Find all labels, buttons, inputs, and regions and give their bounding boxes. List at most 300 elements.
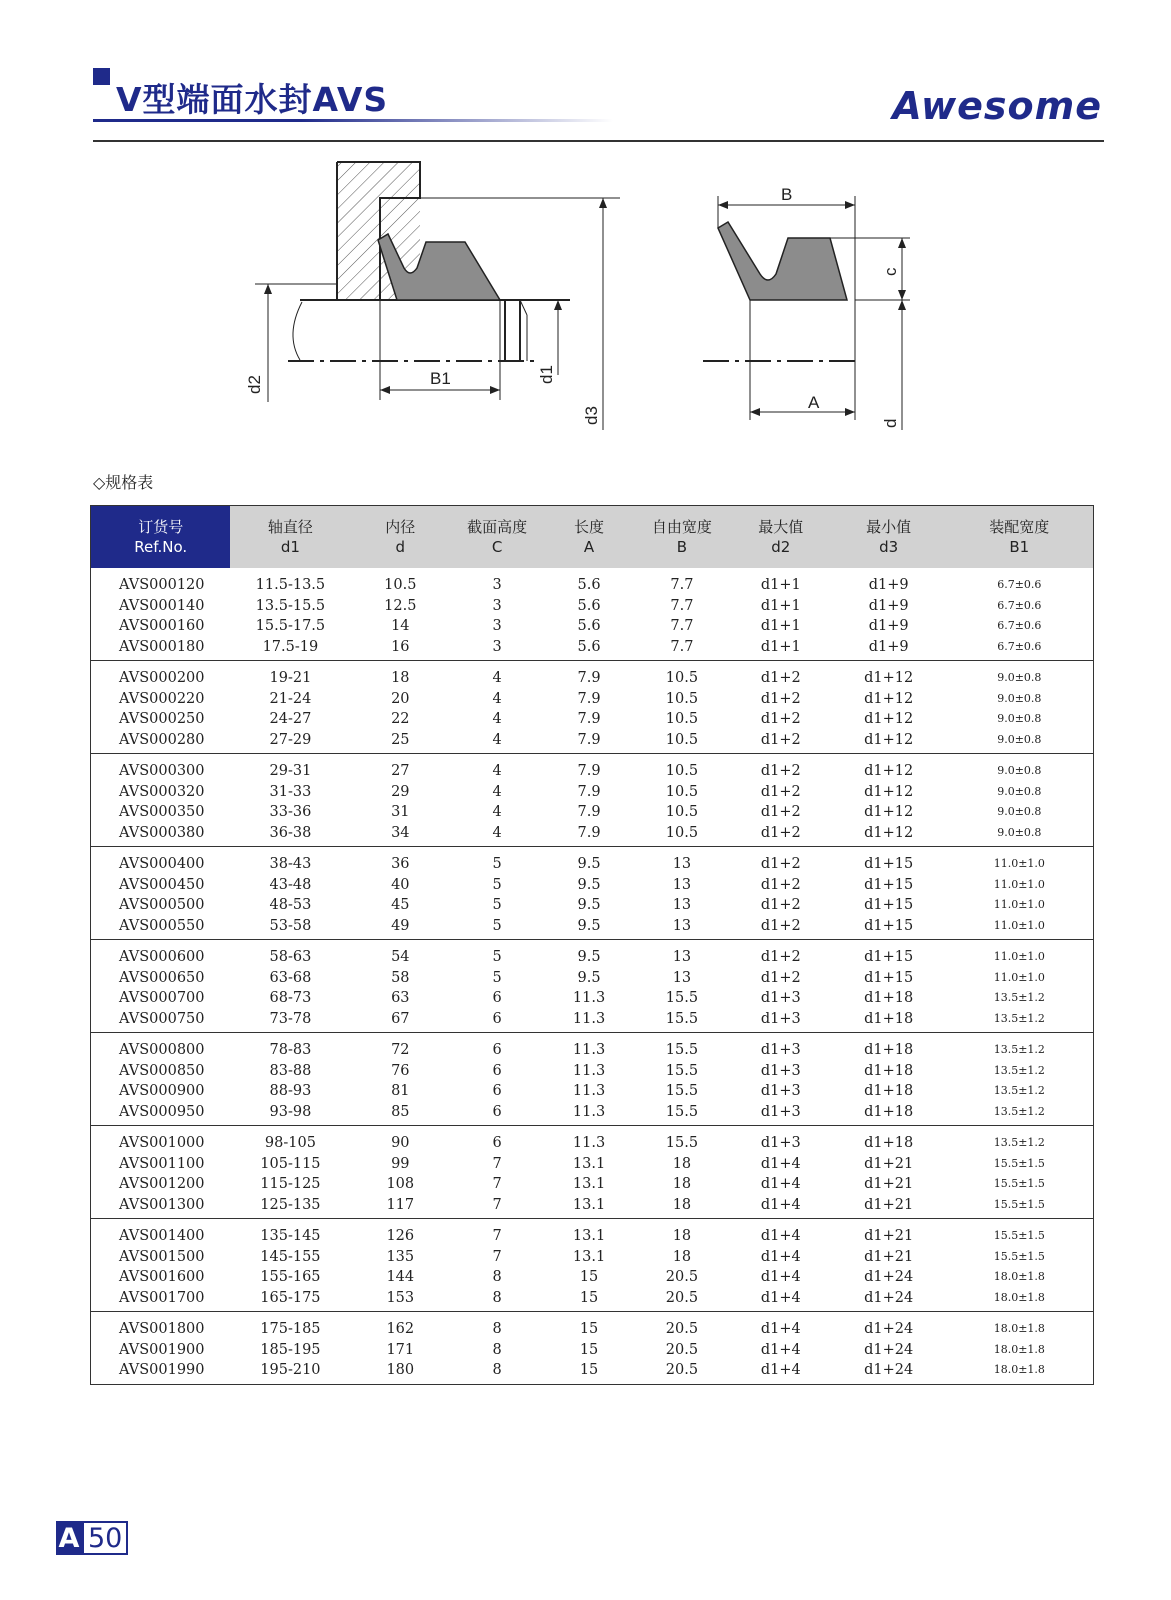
section-height-cell: 5 bbox=[492, 876, 502, 893]
shaft-diameter-cell: 38-43 bbox=[230, 847, 350, 875]
dim-label-A: A bbox=[808, 393, 820, 412]
min-d3-cell: d1+24 bbox=[864, 1341, 914, 1358]
max-d2-cell: d1+2 bbox=[760, 731, 801, 748]
fitted-width-cell: 11.0±1.0 bbox=[993, 970, 1045, 984]
max-d2-cell: d1+2 bbox=[760, 969, 801, 986]
title-underline bbox=[93, 119, 613, 122]
min-d3-cell: d1+15 bbox=[864, 969, 914, 986]
fitted-width-cell: 13.5±1.2 bbox=[993, 1011, 1045, 1025]
header-symbol: B1 bbox=[1009, 538, 1030, 556]
ref-no-cell: AVS000320 bbox=[119, 783, 205, 800]
max-d2-cell: d1+1 bbox=[760, 638, 801, 655]
fitted-width-cell: 6.7±0.6 bbox=[997, 598, 1042, 612]
min-d3-cell: d1+9 bbox=[868, 577, 909, 593]
section-height-cell: 8 bbox=[492, 1289, 502, 1306]
max-d2-cell: d1+2 bbox=[760, 824, 801, 841]
fitted-width-cell: 6.7±0.6 bbox=[997, 578, 1042, 591]
shaft-diameter-cell: 58-63 bbox=[230, 940, 350, 968]
fitted-width-cell: 9.0±0.8 bbox=[997, 784, 1042, 798]
max-d2-cell: d1+2 bbox=[760, 783, 801, 800]
inner-diameter-cell: 85 bbox=[391, 1103, 410, 1120]
length-cell: 11.3 bbox=[572, 1062, 606, 1079]
inner-diameter-cell: 99 bbox=[391, 1155, 410, 1172]
shaft-diameter-cell: 115-125 bbox=[260, 1176, 321, 1192]
max-d2-cell: d1+4 bbox=[760, 1176, 801, 1192]
min-d3-cell: d1+24 bbox=[832, 1312, 946, 1340]
table-row bbox=[91, 616, 1094, 637]
inner-diameter-cell: 10.5 bbox=[384, 577, 417, 593]
fitted-width-cell: 18.0±1.8 bbox=[993, 1363, 1045, 1376]
free-width-cell: 15.5 bbox=[665, 990, 699, 1006]
table-header-d2 bbox=[730, 506, 832, 569]
min-d3-cell: d1+9 bbox=[868, 638, 909, 655]
section-height-cell: 6 bbox=[492, 1010, 502, 1027]
length-cell: 15 bbox=[579, 1362, 599, 1378]
ref-no-cell: AVS000280 bbox=[119, 731, 205, 748]
dim-label-d2: d2 bbox=[245, 375, 264, 394]
shaft-diameter-cell: 43-48 bbox=[269, 876, 312, 893]
min-d3-cell: d1+24 bbox=[864, 1269, 914, 1285]
free-width-cell: 10.5 bbox=[665, 804, 699, 820]
length-cell: 7.9 bbox=[577, 804, 601, 820]
fitted-width-cell: 11.0±1.0 bbox=[993, 918, 1045, 932]
table-row bbox=[91, 637, 1094, 661]
free-width-cell: 7.7 bbox=[670, 597, 694, 614]
length-cell: 9.5 bbox=[577, 917, 601, 934]
free-width-cell: 18 bbox=[672, 1196, 692, 1213]
max-d2-cell: d1+3 bbox=[730, 1033, 832, 1061]
length-cell: 13.1 bbox=[544, 1219, 634, 1247]
table-row bbox=[91, 916, 1094, 940]
fitted-width-cell: 11.0±1.0 bbox=[993, 898, 1045, 911]
table-row bbox=[91, 988, 1094, 1009]
max-d2-cell: d1+4 bbox=[760, 1196, 801, 1213]
ref-no-cell: AVS001400 bbox=[91, 1219, 231, 1247]
header-label: 最小值 bbox=[866, 518, 912, 536]
shaft-diameter-cell: 175-185 bbox=[230, 1312, 350, 1340]
length-cell: 13.1 bbox=[572, 1196, 606, 1213]
length-cell: 15 bbox=[544, 1312, 634, 1340]
max-d2-cell: d1+2 bbox=[760, 711, 801, 727]
ref-no-cell: AVS000750 bbox=[119, 1010, 205, 1027]
length-cell: 9.5 bbox=[544, 940, 634, 968]
section-height-cell: 4 bbox=[492, 690, 502, 707]
header-symbol: d2 bbox=[771, 538, 791, 556]
ref-no-cell: AVS000900 bbox=[119, 1083, 205, 1099]
free-width-cell: 15.5 bbox=[665, 1010, 699, 1027]
min-d3-cell: d1+12 bbox=[832, 754, 946, 782]
section-height-cell: 4 bbox=[492, 731, 502, 748]
shaft-diameter-cell: 88-93 bbox=[269, 1083, 312, 1099]
table-row bbox=[91, 782, 1094, 803]
free-width-cell: 10.5 bbox=[665, 824, 699, 841]
section-height-cell: 7 bbox=[450, 1219, 544, 1247]
free-width-cell: 13 bbox=[634, 940, 730, 968]
section-height-cell: 5 bbox=[492, 897, 502, 913]
section-height-cell: 5 bbox=[450, 940, 544, 968]
fitted-width-cell: 15.5±1.5 bbox=[993, 1156, 1045, 1170]
inner-diameter-cell: 16 bbox=[391, 638, 410, 655]
table-header-d bbox=[350, 506, 450, 569]
table-row bbox=[91, 1267, 1094, 1288]
max-d2-cell: d1+3 bbox=[760, 1062, 801, 1079]
table-row bbox=[91, 1061, 1094, 1082]
brand-logo: Awesome bbox=[892, 84, 1102, 128]
free-width-cell: 15.5 bbox=[665, 1062, 699, 1079]
length-cell: 13.1 bbox=[572, 1176, 606, 1192]
ref-no-cell: AVS001500 bbox=[119, 1248, 205, 1265]
max-d2-cell: d1+2 bbox=[760, 876, 801, 893]
inner-diameter-cell: 81 bbox=[391, 1083, 410, 1099]
max-d2-cell: d1+2 bbox=[730, 661, 832, 689]
table-row bbox=[91, 1154, 1094, 1175]
section-height-cell: 6 bbox=[450, 1126, 544, 1154]
inner-diameter-cell: 171 bbox=[386, 1341, 415, 1358]
section-height-cell: 3 bbox=[492, 577, 502, 593]
max-d2-cell: d1+1 bbox=[760, 618, 801, 634]
min-d3-cell: d1+21 bbox=[832, 1219, 946, 1247]
table-row bbox=[91, 1126, 1094, 1154]
table-row bbox=[91, 661, 1094, 689]
section-height-cell: 6 bbox=[492, 1062, 502, 1079]
table-header-d1 bbox=[230, 506, 350, 569]
ref-no-cell: AVS000550 bbox=[119, 917, 205, 934]
inner-diameter-cell: 45 bbox=[391, 897, 410, 913]
min-d3-cell: d1+12 bbox=[864, 824, 914, 841]
free-width-cell: 7.7 bbox=[670, 638, 694, 655]
spec-table-label: ◇规格表 bbox=[93, 473, 154, 492]
min-d3-cell: d1+12 bbox=[864, 690, 914, 707]
inner-diameter-cell: 34 bbox=[391, 824, 410, 841]
ref-no-cell: AVS000700 bbox=[119, 990, 205, 1006]
header-label: 轴直径 bbox=[267, 518, 313, 536]
free-width-cell: 13 bbox=[672, 897, 692, 913]
free-width-cell: 10.5 bbox=[665, 690, 699, 707]
table-row bbox=[91, 1033, 1094, 1061]
section-height-cell: 4 bbox=[492, 783, 502, 800]
table-row bbox=[91, 847, 1094, 875]
min-d3-cell: d1+12 bbox=[832, 661, 946, 689]
ref-no-cell: AVS000950 bbox=[119, 1103, 205, 1120]
table-row bbox=[91, 568, 1094, 596]
table-header-a bbox=[544, 506, 634, 569]
length-cell: 7.9 bbox=[544, 661, 634, 689]
free-width-cell: 10.5 bbox=[634, 661, 730, 689]
ref-no-cell: AVS000800 bbox=[91, 1033, 231, 1061]
free-view bbox=[703, 185, 910, 430]
ref-no-cell: AVS001000 bbox=[91, 1126, 231, 1154]
header-divider bbox=[93, 140, 1104, 142]
inner-diameter-cell: 144 bbox=[386, 1269, 415, 1285]
page-header bbox=[0, 0, 1171, 150]
ref-no-cell: AVS000120 bbox=[119, 577, 205, 593]
length-cell: 9.5 bbox=[544, 847, 634, 875]
seal-drawing bbox=[0, 150, 1171, 450]
ref-no-cell: AVS000200 bbox=[91, 661, 231, 689]
fitted-width-cell: 15.5±1.5 bbox=[993, 1249, 1045, 1263]
shaft-diameter-cell: 155-165 bbox=[260, 1269, 321, 1285]
shaft-diameter-cell: 98-105 bbox=[230, 1126, 350, 1154]
free-width-cell: 10.5 bbox=[665, 783, 699, 800]
section-height-cell: 4 bbox=[450, 754, 544, 782]
free-width-cell: 20.5 bbox=[634, 1312, 730, 1340]
min-d3-cell: d1+24 bbox=[864, 1362, 914, 1378]
length-cell: 13.1 bbox=[572, 1155, 606, 1172]
max-d2-cell: d1+4 bbox=[760, 1289, 801, 1306]
fitted-width-cell: 9.0±0.8 bbox=[997, 825, 1042, 839]
min-d3-cell: d1+12 bbox=[864, 804, 914, 820]
table-header-row bbox=[91, 506, 1094, 569]
section-height-cell: 8 bbox=[492, 1269, 502, 1285]
max-d2-cell: d1+4 bbox=[730, 1312, 832, 1340]
length-cell: 5.6 bbox=[577, 577, 601, 593]
ref-no-cell: AVS000300 bbox=[91, 754, 231, 782]
section-height-cell: 6 bbox=[492, 1103, 502, 1120]
free-width-cell: 13 bbox=[634, 847, 730, 875]
inner-diameter-cell: 108 bbox=[386, 1176, 415, 1192]
max-d2-cell: d1+3 bbox=[760, 1083, 801, 1099]
section-height-cell: 4 bbox=[492, 711, 502, 727]
free-width-cell: 13 bbox=[672, 917, 692, 934]
inner-diameter-cell: 126 bbox=[350, 1219, 450, 1247]
fitted-width-cell: 11.0±1.0 bbox=[946, 940, 1094, 968]
free-width-cell: 15.5 bbox=[634, 1126, 730, 1154]
table-row bbox=[91, 1195, 1094, 1219]
ref-no-cell: AVS001800 bbox=[91, 1312, 231, 1340]
section-height-cell: 3 bbox=[492, 618, 502, 634]
table-row bbox=[91, 802, 1094, 823]
length-cell: 11.3 bbox=[572, 1083, 606, 1099]
shaft-diameter-cell: 73-78 bbox=[269, 1010, 312, 1027]
table-row bbox=[91, 1312, 1094, 1340]
table-body bbox=[91, 568, 1094, 1384]
length-cell: 15 bbox=[579, 1269, 599, 1285]
header-label: 截面高度 bbox=[467, 518, 528, 536]
min-d3-cell: d1+18 bbox=[864, 1062, 914, 1079]
max-d2-cell: d1+2 bbox=[730, 847, 832, 875]
inner-diameter-cell: 20 bbox=[391, 690, 410, 707]
free-width-cell: 20.5 bbox=[665, 1341, 699, 1358]
shaft-diameter-cell: 17.5-19 bbox=[262, 638, 319, 655]
inner-diameter-cell: 72 bbox=[350, 1033, 450, 1061]
ref-no-cell: AVS001700 bbox=[119, 1289, 205, 1306]
shaft-diameter-cell: 19-21 bbox=[230, 661, 350, 689]
shaft-diameter-cell: 15.5-17.5 bbox=[255, 618, 326, 634]
ref-no-cell: AVS001100 bbox=[119, 1155, 205, 1172]
table-row bbox=[91, 730, 1094, 754]
table-header-b bbox=[634, 506, 730, 569]
shaft-diameter-cell: 145-155 bbox=[260, 1248, 321, 1265]
length-cell: 5.6 bbox=[577, 618, 601, 634]
fitted-width-cell: 15.5±1.5 bbox=[946, 1219, 1094, 1247]
ref-no-cell: AVS000600 bbox=[91, 940, 231, 968]
free-width-cell: 15.5 bbox=[665, 1103, 699, 1120]
free-width-cell: 10.5 bbox=[665, 711, 699, 727]
max-d2-cell: d1+4 bbox=[760, 1341, 801, 1358]
header-symbol: A bbox=[583, 538, 595, 556]
min-d3-cell: d1+15 bbox=[864, 897, 914, 913]
table-row bbox=[91, 940, 1094, 968]
fitted-width-cell: 13.5±1.2 bbox=[993, 1104, 1045, 1118]
section-height-cell: 6 bbox=[492, 1083, 502, 1099]
fitted-width-cell: 13.5±1.2 bbox=[946, 1033, 1094, 1061]
fitted-width-cell: 9.0±0.8 bbox=[997, 712, 1042, 725]
shaft-diameter-cell: 21-24 bbox=[269, 690, 312, 707]
length-cell: 5.6 bbox=[577, 597, 601, 614]
min-d3-cell: d1+12 bbox=[864, 783, 914, 800]
shaft-diameter-cell: 105-115 bbox=[260, 1155, 321, 1172]
fitted-width-cell: 13.5±1.2 bbox=[993, 991, 1045, 1004]
ref-no-cell: AVS000160 bbox=[119, 618, 205, 634]
dim-label-d3: d3 bbox=[582, 406, 601, 425]
inner-diameter-cell: 25 bbox=[391, 731, 410, 748]
section-height-cell: 3 bbox=[492, 597, 502, 614]
page-number-badge bbox=[56, 1521, 128, 1555]
ref-no-cell: AVS000180 bbox=[119, 638, 205, 655]
seal-profile-right bbox=[718, 222, 847, 300]
inner-diameter-cell: 18 bbox=[350, 661, 450, 689]
header-label: 最大值 bbox=[758, 518, 804, 536]
table-row bbox=[91, 1340, 1094, 1361]
fitted-width-cell: 18.0±1.8 bbox=[946, 1312, 1094, 1340]
section-height-cell: 8 bbox=[450, 1312, 544, 1340]
min-d3-cell: d1+15 bbox=[864, 917, 914, 934]
length-cell: 5.6 bbox=[577, 638, 601, 655]
max-d2-cell: d1+4 bbox=[730, 1219, 832, 1247]
min-d3-cell: d1+18 bbox=[864, 1010, 914, 1027]
inner-diameter-cell: 12.5 bbox=[384, 597, 417, 614]
max-d2-cell: d1+2 bbox=[730, 754, 832, 782]
page-section-letter: A bbox=[56, 1521, 82, 1555]
inner-diameter-cell: 162 bbox=[350, 1312, 450, 1340]
ref-no-cell: AVS000400 bbox=[91, 847, 231, 875]
min-d3-cell: d1+21 bbox=[864, 1196, 914, 1213]
free-width-cell: 10.5 bbox=[634, 754, 730, 782]
min-d3-cell: d1+9 bbox=[868, 597, 909, 614]
fitted-width-cell: 11.0±1.0 bbox=[946, 847, 1094, 875]
length-cell: 11.3 bbox=[572, 990, 606, 1006]
shaft-diameter-cell: 93-98 bbox=[269, 1103, 312, 1120]
section-height-cell: 4 bbox=[450, 661, 544, 689]
dim-label-c: c bbox=[881, 267, 900, 276]
length-cell: 11.3 bbox=[544, 1126, 634, 1154]
max-d2-cell: d1+4 bbox=[760, 1362, 801, 1378]
free-width-cell: 15.5 bbox=[665, 1083, 699, 1099]
fitted-width-cell: 9.0±0.8 bbox=[946, 661, 1094, 689]
length-cell: 9.5 bbox=[577, 969, 601, 986]
inner-diameter-cell: 49 bbox=[391, 917, 410, 934]
section-height-cell: 4 bbox=[492, 824, 502, 841]
ref-no-cell: AVS000250 bbox=[119, 711, 205, 727]
shaft-diameter-cell: 33-36 bbox=[269, 804, 312, 820]
shaft-diameter-cell: 135-145 bbox=[230, 1219, 350, 1247]
max-d2-cell: d1+2 bbox=[760, 690, 801, 707]
length-cell: 11.3 bbox=[572, 1103, 606, 1120]
min-d3-cell: d1+12 bbox=[864, 731, 914, 748]
fitted-width-cell: 15.5±1.5 bbox=[993, 1177, 1045, 1190]
dim-label-B1: B1 bbox=[430, 369, 451, 388]
table-header-c bbox=[450, 506, 544, 569]
free-width-cell: 18 bbox=[672, 1248, 692, 1265]
free-width-cell: 20.5 bbox=[665, 1289, 699, 1306]
max-d2-cell: d1+1 bbox=[760, 597, 801, 614]
free-width-cell: 15.5 bbox=[634, 1033, 730, 1061]
section-height-cell: 7 bbox=[492, 1155, 502, 1172]
free-width-cell: 10.5 bbox=[665, 731, 699, 748]
max-d2-cell: d1+3 bbox=[730, 1126, 832, 1154]
free-width-cell: 18 bbox=[672, 1155, 692, 1172]
ref-no-cell: AVS000850 bbox=[119, 1062, 205, 1079]
inner-diameter-cell: 22 bbox=[391, 711, 410, 727]
table-row bbox=[91, 1247, 1094, 1268]
min-d3-cell: d1+15 bbox=[832, 847, 946, 875]
section-height-cell: 7 bbox=[492, 1248, 502, 1265]
fitted-width-cell: 18.0±1.8 bbox=[993, 1342, 1045, 1356]
shaft-diameter-cell: 11.5-13.5 bbox=[255, 577, 326, 593]
free-width-cell: 7.7 bbox=[670, 618, 694, 634]
length-cell: 9.5 bbox=[577, 876, 601, 893]
inner-diameter-cell: 29 bbox=[391, 783, 410, 800]
max-d2-cell: d1+1 bbox=[760, 577, 801, 593]
fitted-width-cell: 6.7±0.6 bbox=[997, 639, 1042, 653]
header-symbol: C bbox=[491, 538, 503, 556]
installed-view bbox=[245, 162, 620, 430]
shaft-diameter-cell: 31-33 bbox=[269, 783, 312, 800]
length-cell: 9.5 bbox=[577, 897, 601, 913]
section-height-cell: 8 bbox=[492, 1362, 502, 1378]
length-cell: 7.9 bbox=[577, 690, 601, 707]
free-width-cell: 7.7 bbox=[670, 577, 694, 593]
page-number: 50 bbox=[82, 1521, 128, 1555]
min-d3-cell: d1+18 bbox=[832, 1126, 946, 1154]
table-row bbox=[91, 1081, 1094, 1102]
header-label: 自由宽度 bbox=[651, 518, 712, 536]
ref-no-cell: AVS000350 bbox=[119, 804, 205, 820]
header-label: 装配宽度 bbox=[989, 518, 1050, 536]
table-header-b1 bbox=[946, 506, 1094, 569]
table-header-ref-no bbox=[91, 506, 231, 569]
table-row bbox=[91, 1219, 1094, 1247]
max-d2-cell: d1+2 bbox=[760, 897, 801, 913]
ref-no-cell: AVS001990 bbox=[119, 1362, 205, 1378]
free-width-cell: 18 bbox=[672, 1176, 692, 1192]
section-height-cell: 5 bbox=[492, 969, 502, 986]
ref-no-cell: AVS001600 bbox=[119, 1269, 205, 1285]
fitted-width-cell: 9.0±0.8 bbox=[997, 805, 1042, 818]
inner-diameter-cell: 90 bbox=[350, 1126, 450, 1154]
fitted-width-cell: 13.5±1.2 bbox=[946, 1126, 1094, 1154]
shaft-diameter-cell: 48-53 bbox=[269, 897, 312, 913]
dim-label-B: B bbox=[781, 185, 793, 204]
inner-diameter-cell: 180 bbox=[386, 1362, 415, 1378]
inner-diameter-cell: 153 bbox=[386, 1289, 415, 1306]
length-cell: 7.9 bbox=[577, 731, 601, 748]
fitted-width-cell: 11.0±1.0 bbox=[993, 877, 1045, 891]
length-cell: 11.3 bbox=[544, 1033, 634, 1061]
spec-table bbox=[90, 505, 1094, 1385]
length-cell: 7.9 bbox=[577, 711, 601, 727]
inner-diameter-cell: 40 bbox=[391, 876, 410, 893]
min-d3-cell: d1+18 bbox=[864, 990, 914, 1006]
section-height-cell: 5 bbox=[450, 847, 544, 875]
section-height-cell: 7 bbox=[492, 1196, 502, 1213]
shaft-diameter-cell: 13.5-15.5 bbox=[255, 597, 326, 614]
table-row bbox=[91, 1009, 1094, 1033]
shaft-diameter-cell: 36-38 bbox=[269, 824, 312, 841]
table-row bbox=[91, 1174, 1094, 1195]
table-row bbox=[91, 968, 1094, 989]
inner-diameter-cell: 54 bbox=[350, 940, 450, 968]
